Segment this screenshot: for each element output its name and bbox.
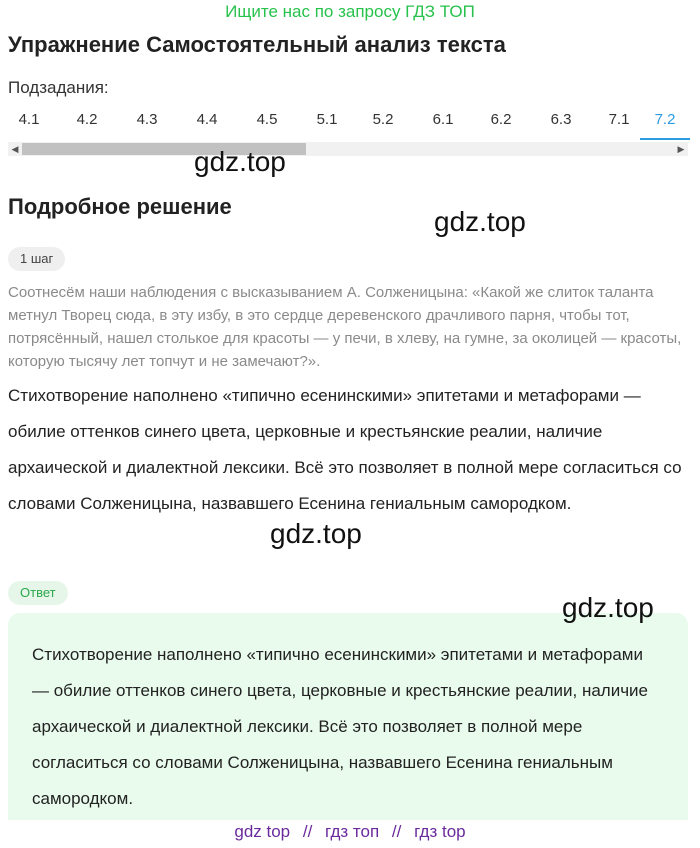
subtask-tab-7-2[interactable]: 7.2 bbox=[640, 108, 690, 140]
watermark: gdz.top bbox=[562, 592, 654, 623]
subtask-tab-4-1[interactable]: 4.1 bbox=[18, 111, 40, 128]
subtask-tab-4-2[interactable]: 4.2 bbox=[76, 111, 98, 128]
quote-text: Соотнесём наши наблюдения с высказыванием А. Солженицына: «Какой же слиток таланта метнул Творец сюда, в эту избу, в это сердце деревенского драчливого парня, чтобы тот, потрясённый, нашел столькое для красоты — у печи, в хлеву, на гумне, за околицей — красоты, которую тысячу лет топчут и не замечают?». bbox=[8, 284, 682, 370]
footer-separator: // bbox=[302, 822, 313, 841]
subtask-tab-5-2[interactable]: 5.2 bbox=[372, 111, 394, 128]
subtask-tab-6-3[interactable]: 6.3 bbox=[550, 111, 572, 128]
scroll-right-arrow-icon[interactable]: ▶ bbox=[677, 144, 685, 154]
answer-badge: Ответ bbox=[8, 581, 68, 605]
top-banner: Ищите нас по запросу ГДЗ ТОП bbox=[225, 2, 475, 21]
subtask-tab-4-3[interactable]: 4.3 bbox=[136, 111, 158, 128]
subtask-tab-6-1[interactable]: 6.1 bbox=[432, 111, 454, 128]
solution-text: Стихотворение наполнено «типично есенинскими» эпитетами и метафорами — обилие оттенков синего цвета, церковные и крестьянские реалии, наличие архаической и диалектной лексики. Всё это позволяет в полной мере согласиться со словами Солженицына, назвавшего Есенина гениальным самородком. bbox=[8, 386, 682, 513]
footer-link-gdz-top-mixed[interactable]: гдз top bbox=[414, 822, 466, 841]
footer-separator: // bbox=[391, 822, 402, 841]
subtask-tab-4-5[interactable]: 4.5 bbox=[256, 111, 278, 128]
subtask-tab-7-1[interactable]: 7.1 bbox=[608, 111, 630, 128]
solution-title: Подробное решение bbox=[8, 194, 232, 219]
subtask-tab-4-4[interactable]: 4.4 bbox=[196, 111, 218, 128]
watermark: gdz.top bbox=[434, 206, 526, 237]
watermark: gdz.top bbox=[270, 518, 362, 549]
answer-text: Стихотворение наполнено «типично есенинскими» эпитетами и метафорами — обилие оттенков синего цвета, церковные и крестьянские реалии, наличие архаической и диалектной лексики. Всё это позволяет в полной мере согласиться со словами Солженицына, назвавшего Есенина гениальным самородком. bbox=[32, 645, 649, 808]
footer-links bbox=[0, 822, 700, 842]
page-title: Упражнение Самостоятельный анализ текста bbox=[8, 32, 506, 57]
subtask-tab-5-1[interactable]: 5.1 bbox=[316, 111, 338, 128]
horizontal-scrollbar[interactable] bbox=[8, 142, 688, 156]
step-badge: 1 шаг bbox=[8, 247, 65, 271]
subtask-tabs bbox=[0, 108, 700, 140]
footer-link-gdz-top-ru[interactable]: гдз топ bbox=[325, 822, 380, 841]
subtasks-label: Подзадания: bbox=[8, 78, 109, 97]
watermark: gdz.top bbox=[194, 146, 286, 177]
footer-link-gdz-top[interactable]: gdz top bbox=[234, 822, 291, 841]
scroll-left-arrow-icon[interactable]: ◀ bbox=[11, 144, 19, 154]
subtask-tab-6-2[interactable]: 6.2 bbox=[490, 111, 512, 128]
answer-box bbox=[8, 613, 688, 820]
